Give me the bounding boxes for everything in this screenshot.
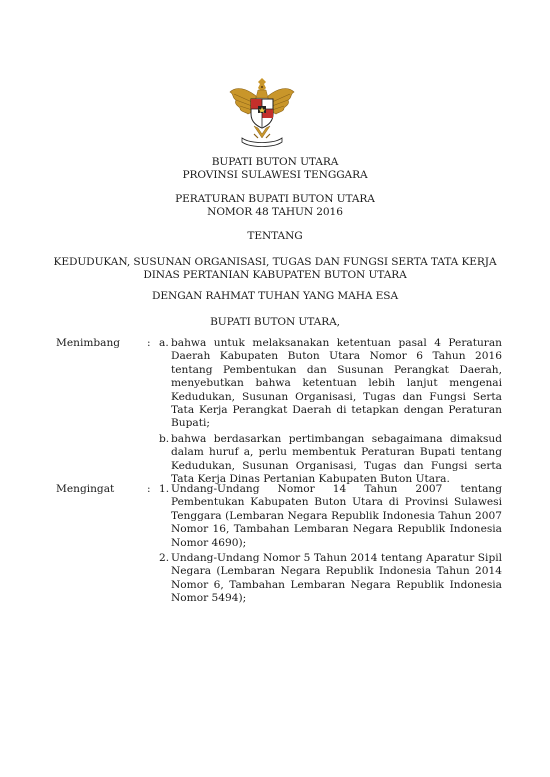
regulation-title: PERATURAN BUPATI BUTON UTARA <box>175 193 375 205</box>
list-item <box>159 483 502 550</box>
list-item <box>159 552 502 606</box>
menimbang-section <box>56 337 502 488</box>
section-colon: : <box>147 483 151 495</box>
item-marker: 1. <box>159 483 170 495</box>
item-text: bahwa berdasarkan pertimbangan sebagaimana dimaksud dalam huruf a, perlu membentuk Peraturan Bupati tentang Kedudukan, Susunan Organisasi, Tugas dan Fungsi serta Tata Kerja Dinas Pertanian Kabupaten Buton Utara. <box>171 432 502 486</box>
item-text: Undang-Undang Nomor 5 Tahun 2014 tentang Aparatur Sipil Negara (Lembaran Negara Republik Indonesia Tahun 2014 Nomor 6, Tambahan Lembaran Negara Republik Indonesia Nomor 5494); <box>171 552 502 605</box>
regency-name: BUPATI BUTON UTARA <box>211 156 339 168</box>
list-item <box>159 433 502 487</box>
province-name: PROVINSI SULAWESI TENGGARA <box>182 168 368 181</box>
header-block <box>0 156 550 181</box>
blessing-line: DENGAN RAHMAT TUHAN YANG MAHA ESA <box>152 290 398 302</box>
subject-line-2: DINAS PERTANIAN KABUPATEN BUTON UTARA <box>143 268 407 281</box>
item-marker: b. <box>159 432 170 445</box>
garuda-pancasila-emblem-icon <box>228 78 296 150</box>
list-item <box>159 337 502 431</box>
regulation-subject <box>0 256 550 281</box>
section-label: Menimbang <box>56 337 121 349</box>
about-label: TENTANG <box>247 230 303 242</box>
section-label: Mengingat <box>56 483 115 495</box>
official-title: BUPATI BUTON UTARA, <box>210 316 340 328</box>
item-text: bahwa untuk melaksanakan ketentuan pasal 4 Peraturan Daerah Kabupaten Buton Utara Nomor 6 Tahun 2016 tentang Pembentukan dan Susunan Perangkat Daerah, menyebutkan bahwa ketentuan lebih lanjut mengenai Kedudukan, Susunan Organisasi, Tugas dan Fungsi Serta Tata Kerja Perangkat Daerah di tetapkan dengan Peraturan Bupati; <box>171 337 502 430</box>
item-marker: a. <box>159 337 169 349</box>
item-text: Undang-Undang Nomor 14 Tahun 2007 tentang Pembentukan Kabupaten Buton Utara di Provinsi Sulawesi Tenggara (Lembaran Negara Republik Indonesia Tahun 2007 Nomor 16, Tambahan Lembaran Negara Republik Indonesia Nomor 4690); <box>171 483 502 549</box>
subject-line-1: KEDUDUKAN, SUSUNAN ORGANISASI, TUGAS DAN FUNGSI SERTA TATA KERJA <box>53 256 497 268</box>
section-colon: : <box>147 337 151 349</box>
regulation-heading <box>0 193 550 218</box>
regulation-number: NOMOR 48 TAHUN 2016 <box>207 205 343 218</box>
mengingat-section <box>56 483 502 608</box>
item-marker: 2. <box>159 552 170 565</box>
